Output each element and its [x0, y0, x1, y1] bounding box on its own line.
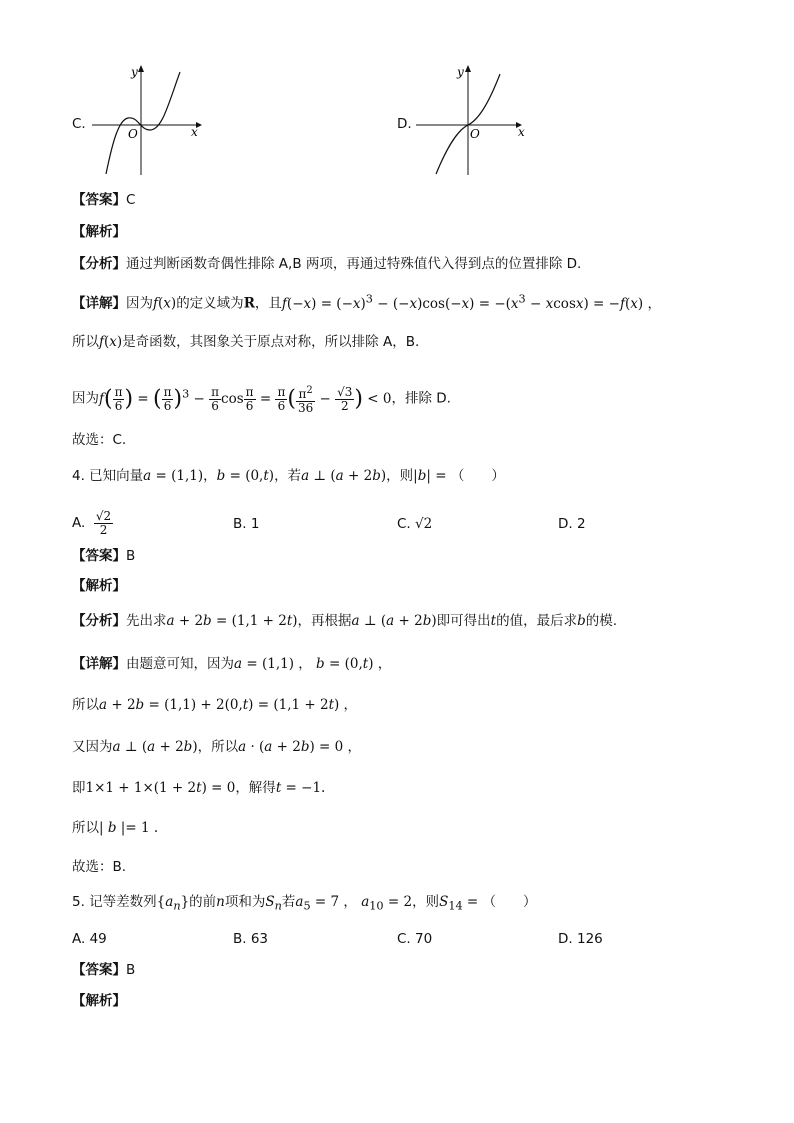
- q5-analysis-tag: 【解析】: [72, 993, 126, 1009]
- q5-stem-e: ，则: [412, 894, 440, 910]
- q4-detail-1: 由题意可知，因为: [126, 656, 234, 672]
- q3-analysis-line: [72, 222, 126, 242]
- q3-math-fx-2: f(x): [99, 334, 123, 350]
- q4-fenxi-a: 先出求: [126, 613, 167, 629]
- q5-math-cond: $a_5 = 7$ ， $a_{10} = 2$: [295, 894, 413, 913]
- graph-d-y-arrow: [465, 65, 471, 72]
- q5-answer-tag: 【答案】: [72, 962, 126, 978]
- q4-stem-e: （ ）: [450, 468, 505, 484]
- q5-stem-d: 若: [281, 894, 296, 910]
- q4-option-d: D. 2: [558, 516, 586, 532]
- q3-detail-3a: 因为: [72, 390, 99, 407]
- q4-fenxi-t: t: [490, 613, 497, 629]
- q4-math-b: b = (0,t): [216, 468, 275, 484]
- q3-math-odd: $f(-x) = (-x)^3 - (-x)\cos(-x) = -(x^3 - xcosx) = -f(x)$ ，: [281, 292, 661, 312]
- q5-math-s14: $S_{14}$ =: [439, 894, 483, 913]
- q3-detail-tag: 【详解】: [72, 295, 126, 312]
- q4-detail-line-5: [72, 818, 158, 838]
- q3-fenxi-line: [72, 254, 581, 274]
- q3-detail-1b: 的定义域为: [176, 295, 244, 312]
- q4-math-a: a = (1,1): [143, 468, 204, 484]
- q5-stem-a: 5. 记等差数列: [72, 894, 157, 910]
- q4-detail-math-1: a = (1,1) ， b = (0,t) ，: [234, 656, 392, 672]
- q4-l4b: ，解得: [235, 780, 276, 796]
- q4-stem: [72, 466, 505, 486]
- q4-detail-math-3a: a ⊥ (a + 2b): [112, 739, 198, 755]
- graph-c-origin-label: O: [128, 127, 138, 141]
- q4-fenxi-d: 的值，最后求: [496, 613, 578, 629]
- q4-option-c: [397, 514, 432, 534]
- q3-detail-line-1: [72, 289, 661, 314]
- option-d-graph-label: D.: [397, 116, 412, 132]
- graph-c-y-label: y: [131, 65, 138, 79]
- q4-opt-a-label: A.: [72, 515, 86, 531]
- q3-fenxi-text: 通过判断函数奇偶性排除 A,B 两项，再通过特殊值代入得到点的位置排除 D.: [126, 256, 582, 272]
- graph-c: [88, 60, 208, 180]
- q4-detail-math-5: | b |= 1 .: [99, 820, 159, 836]
- q3-detail-3b: ，排除 D.: [391, 390, 451, 407]
- q5-math-sn: $S_n$: [265, 894, 282, 913]
- q4-math-perp: a ⊥ (a + 2b): [301, 468, 387, 484]
- graph-d-origin-label: O: [470, 127, 480, 141]
- q4-detail-math-3b: a · (a + 2b) = 0 ，: [238, 739, 362, 755]
- q3-answer-tag: 【答案】: [72, 192, 126, 208]
- q4-detail-math-4a: 1×1 + 1×(1 + 2t) = 0: [85, 780, 236, 796]
- q3-answer-value: C: [126, 192, 136, 208]
- q4-choose: 故选：B.: [72, 859, 127, 875]
- q4-fenxi-b: ，再根据: [297, 613, 352, 629]
- q5-option-c: C. 70: [397, 931, 433, 947]
- q4-fenxi-b-vec: b: [577, 613, 586, 629]
- graph-d-x-label: x: [518, 125, 525, 139]
- q4-stem-b: ，: [203, 468, 217, 484]
- q5-math-seq: $\{a_n\}$: [156, 894, 190, 913]
- q5-option-b: B. 63: [233, 931, 269, 947]
- q3-choose: 故选：C.: [72, 432, 127, 448]
- q4-fenxi-line: [72, 611, 617, 631]
- q4-stem-c: ，若: [274, 468, 302, 484]
- q4-stem-d: ，则: [386, 468, 414, 484]
- q4-answer-tag: 【答案】: [72, 548, 126, 564]
- q4-analysis-line: [72, 576, 126, 596]
- q3-detail-line-3: [72, 378, 451, 415]
- q4-answer-value: B: [126, 548, 136, 564]
- graph-c-curve: [106, 72, 180, 174]
- graph-d: [412, 60, 532, 180]
- q4-stem-a: 4. 已知向量: [72, 468, 144, 484]
- q3-math-fpi6: f( $\frac{\pi}{6}$ ) = ( $\frac{\pi}{6}$ )$^3$ − $\frac{\pi}{6}$ cos $\frac{\pi}{6}$ = $\frac{\pi}{6}$ ( $\frac{\pi^2}{36}$ − $\frac{√3}{2}$ ) < 0: [99, 384, 392, 415]
- q3-detail-1c: ，且: [254, 295, 282, 312]
- q4-l3b: ，所以: [197, 739, 239, 755]
- q5-answer-line: [72, 960, 135, 980]
- q3-math-fx: f(x): [153, 295, 177, 312]
- q5-stem-f: （ ）: [482, 894, 537, 910]
- q3-detail-line-2: [72, 332, 419, 352]
- q4-detail-tag: 【详解】: [72, 656, 126, 672]
- q5-stem-c: 项和为: [224, 894, 266, 910]
- q3-detail-1a: 因为: [126, 295, 153, 312]
- option-c-graph-label: C.: [72, 116, 86, 132]
- q4-fenxi-c: 即可得出: [436, 613, 491, 629]
- q4-opt-c-label: C.: [397, 516, 411, 532]
- q4-choose-line: [72, 857, 126, 877]
- q4-fenxi-tag: 【分析】: [72, 613, 126, 629]
- q4-opt-a-math: $\frac{√2}{2}$: [95, 508, 112, 537]
- q4-fenxi-math-1: a + 2b = (1,1 + 2t): [166, 613, 298, 629]
- q3-fenxi-tag: 【分析】: [72, 256, 126, 272]
- q3-choose-line: [72, 430, 126, 450]
- q3-math-R: R: [243, 295, 255, 312]
- graph-d-y-label: y: [457, 65, 464, 79]
- q4-option-a: [72, 508, 113, 538]
- q4-detail-line-1: [72, 654, 391, 674]
- q5-stem-b: 的前: [189, 894, 217, 910]
- q4-fenxi-e: 的模.: [585, 613, 618, 629]
- q3-analysis-tag: 【解析】: [72, 224, 126, 240]
- q5-option-a: A. 49: [72, 931, 107, 947]
- q4-detail-line-2: [72, 695, 357, 715]
- graph-c-y-arrow: [138, 65, 144, 72]
- q4-detail-math-2: a + 2b = (1,1) + 2(0,t) = (1,1 + 2t) ，: [99, 697, 358, 713]
- q4-math-norm: |b| =: [413, 468, 451, 484]
- q5-option-d: D. 126: [558, 931, 603, 947]
- q4-fenxi-math-2: a ⊥ (a + 2b): [351, 613, 437, 629]
- q5-analysis-line: [72, 991, 126, 1011]
- q5-stem: [72, 892, 537, 917]
- q5-math-n: n: [216, 894, 225, 910]
- q4-answer-line: [72, 546, 135, 566]
- q4-detail-math-4b: t = −1.: [275, 780, 326, 796]
- graph-c-x-label: x: [191, 125, 198, 139]
- q4-l5: 所以: [72, 820, 99, 836]
- q3-detail-2b: 是奇函数，其图象关于原点对称，所以排除 A，B.: [122, 334, 420, 350]
- q4-analysis-tag: 【解析】: [72, 578, 126, 594]
- q5-answer-value: B: [126, 962, 136, 978]
- q4-option-b: B. 1: [233, 516, 260, 532]
- q4-detail-line-3: [72, 737, 361, 757]
- q3-answer-line: [72, 190, 135, 210]
- q3-detail-2a: 所以: [72, 334, 99, 350]
- q4-opt-c-math: √2: [415, 516, 433, 532]
- q4-l2: 所以: [72, 697, 99, 713]
- q4-detail-line-4: [72, 778, 325, 798]
- q4-l4a: 即: [72, 780, 86, 796]
- q4-l3a: 又因为: [72, 739, 113, 755]
